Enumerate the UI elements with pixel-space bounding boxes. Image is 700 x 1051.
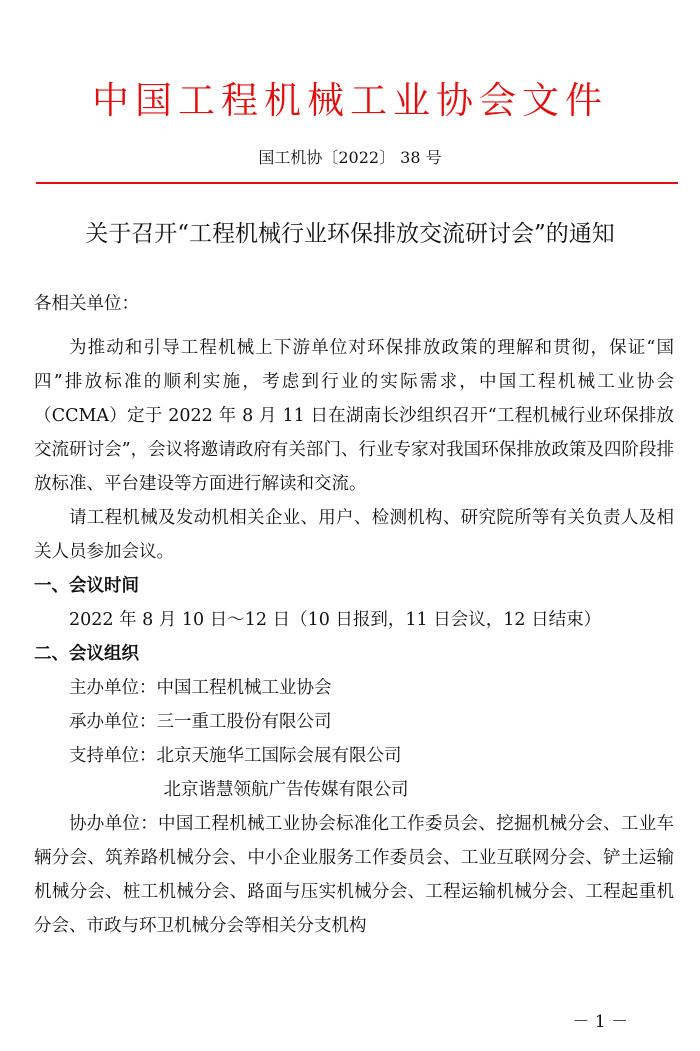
- support-value-1: 北京天施华工国际会展有限公司: [156, 746, 402, 766]
- support-label: 支持单位：: [69, 746, 157, 766]
- notice-title: 关于召开“工程机械行业环保排放交流研讨会”的通知: [85, 221, 615, 247]
- body-paragraph-1: 为推动和引导工程机械上下游单位对环保排放政策的理解和贯彻，保证“国四”排放标准的顺利实施，考虑到行业的实际需求，中国工程机械工业协会（CCMA）定于 2022 年 8 月 11 日在湖南长沙组织召开“工程机械行业环保排放交流研讨会”，会议将邀请政府有关部门、行业专家对我国环保排放政策及四阶段排放标准、平台建设等方面进行解读和交流。: [34, 338, 674, 494]
- organizer-value: 三一重工股份有限公司: [156, 712, 332, 732]
- co-organizer-paragraph: 协办单位：中国工程机械工业协会标准化工作委员会、挖掘机械分会、工业车辆分会、筑养路机械分会、中小企业服务工作委员会、工业互联网分会、铲土运输机械分会、桩工机械分会、路面与压实机械分会、工程运输机械分会、工程起重机分会、市政与环卫机械分会等相关分支机构: [34, 814, 674, 936]
- organizer-label: 承办单位：: [69, 712, 157, 732]
- host-row: [34, 671, 674, 705]
- support-value-2: 北京谐慧领航广告传媒有限公司: [163, 780, 409, 800]
- host-label: 主办单位：: [69, 678, 157, 698]
- host-value: 中国工程机械工业协会: [156, 678, 332, 698]
- document-number: 国工机协〔2022〕 38 号: [258, 148, 442, 167]
- red-divider-line: [36, 182, 678, 184]
- page-number: － 1 －: [572, 1012, 628, 1032]
- body-paragraph-2: 请工程机械及发动机相关企业、用户、检测机构、研究院所等有关负责人及相关人员参加会议。: [34, 508, 674, 562]
- salutation: 各相关单位：: [34, 294, 139, 314]
- issuer-header: 中国工程机械工业协会文件: [92, 79, 608, 122]
- support-row: [34, 739, 674, 773]
- section-heading-time: 一、会议时间: [34, 576, 139, 596]
- organizer-row: [34, 705, 674, 739]
- meeting-time: 2022 年 8 月 10 日～12 日（10 日报到，11 日会议，12 日结束）: [69, 610, 602, 630]
- section-heading-organization: 二、会议组织: [34, 644, 139, 664]
- notice-body: [34, 287, 674, 943]
